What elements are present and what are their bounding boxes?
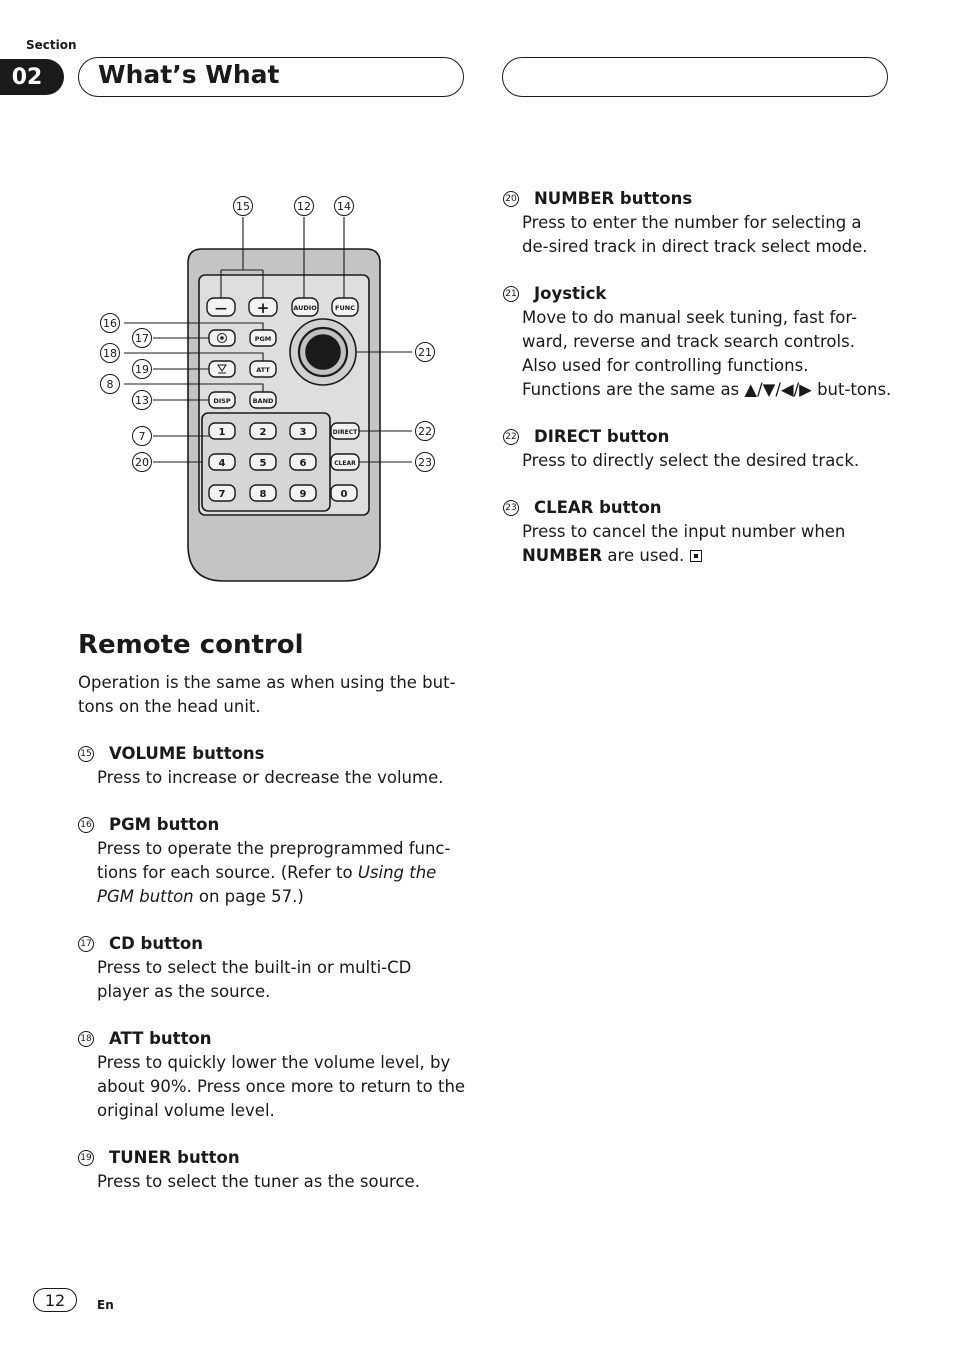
item-number: 15 — [78, 746, 94, 762]
right-column — [503, 187, 893, 591]
item-number: 18 — [78, 1031, 94, 1047]
digit-label: 4 — [218, 458, 226, 469]
tuner-button — [209, 361, 235, 377]
item-description — [522, 306, 893, 402]
att-label: ATT — [256, 366, 270, 374]
disp-label: DISP — [213, 397, 231, 405]
callout-label: 18 — [103, 347, 117, 360]
callout-label: 12 — [297, 200, 311, 213]
section-title: What’s What — [98, 60, 280, 89]
item-number-buttons — [503, 187, 893, 259]
item-description: Press to select the tuner as the source. — [97, 1172, 420, 1191]
intro-text: Operation is the same as when using the but-tons on the head unit. — [78, 673, 456, 716]
item-title: NUMBER buttons — [534, 189, 693, 208]
callout-label: 14 — [337, 200, 351, 213]
digit-label: 9 — [299, 489, 307, 500]
item-title: Joystick — [534, 284, 607, 303]
item-description: Press to select the built-in or multi-CD player as the source. — [97, 958, 412, 1001]
callout-label: 22 — [418, 425, 432, 438]
desc-text: Press to cancel the input number when — [522, 522, 846, 541]
item-clear-button — [503, 496, 893, 568]
callout-label: 23 — [418, 456, 432, 469]
item-title: PGM button — [109, 815, 220, 834]
item-joystick — [503, 282, 893, 402]
callout-label: 20 — [135, 456, 149, 469]
callout-label: 15 — [236, 200, 250, 213]
desc-text: Move to do manual seek tuning, fast for-ward, reverse and track search controls. — [522, 308, 858, 351]
clear-label: CLEAR — [334, 460, 356, 467]
right-header-frame — [502, 57, 888, 97]
digit-label: 1 — [218, 427, 226, 438]
desc-text: on page 57.) — [193, 887, 304, 906]
item-title: ATT button — [109, 1029, 212, 1048]
item-number: 21 — [503, 286, 519, 302]
item-number: 17 — [78, 936, 94, 952]
item-volume-buttons — [78, 742, 468, 790]
desc-text: Functions are the same as ▲/▼/◀/▶ but-tons. — [522, 380, 892, 399]
item-title: TUNER button — [109, 1148, 240, 1167]
digit-label: 6 — [299, 458, 307, 469]
desc-text: Also used for controlling functions. — [522, 356, 809, 375]
item-number: 23 — [503, 500, 519, 516]
remote-control-heading: Remote control — [78, 630, 304, 660]
callout-label: 7 — [138, 430, 146, 443]
desc-text: are used. — [602, 546, 685, 565]
item-number: 16 — [78, 817, 94, 833]
item-description: Press to increase or decrease the volume. — [97, 768, 444, 787]
joystick-knob — [306, 335, 340, 369]
digit-label: 8 — [259, 489, 267, 500]
language-label: En — [97, 1298, 114, 1312]
item-description — [97, 837, 468, 909]
item-title: DIRECT button — [534, 427, 670, 446]
item-title: CD button — [109, 934, 203, 953]
callout-label: 8 — [106, 378, 114, 391]
desc-text: Press to operate the preprogrammed func-tions for each source. (Refer to — [97, 839, 451, 882]
minus-label: — — [215, 301, 227, 315]
callout-label: 16 — [103, 317, 117, 330]
remote-control-illustration — [90, 185, 450, 590]
digit-label: 5 — [259, 458, 267, 469]
digit-label: 0 — [340, 489, 348, 500]
item-tuner-button — [78, 1146, 468, 1194]
callout-label: 13 — [135, 394, 149, 407]
item-description: Press to enter the number for selecting a de-sired track in direct track select mode. — [522, 213, 868, 256]
item-description — [522, 520, 893, 568]
left-column — [78, 630, 468, 1217]
item-number: 20 — [503, 191, 519, 207]
item-number: 19 — [78, 1150, 94, 1166]
digit-label: 7 — [218, 489, 226, 500]
item-direct-button — [503, 425, 893, 473]
callout-label: 21 — [418, 346, 432, 359]
direct-label: DIRECT — [332, 429, 358, 436]
callout-label: 19 — [135, 363, 149, 376]
item-title: CLEAR button — [534, 498, 662, 517]
section-label: Section — [26, 38, 77, 52]
audio-label: AUDIO — [293, 304, 317, 312]
desc-bold: NUMBER — [522, 546, 603, 565]
pgm-label: PGM — [254, 335, 272, 343]
func-label: FUNC — [335, 304, 355, 312]
item-cd-button — [78, 932, 468, 1004]
item-title: VOLUME buttons — [109, 744, 265, 763]
cross-reference: Using the PGM button — [97, 863, 437, 906]
item-number: 22 — [503, 429, 519, 445]
section-number-badge: 02 — [0, 59, 64, 95]
callout-label: 17 — [135, 332, 149, 345]
item-description: Press to quickly lower the volume level, by about 90%. Press once more to return to the original volume level. — [97, 1053, 466, 1120]
item-pgm-button — [78, 813, 468, 909]
digit-label: 3 — [299, 427, 307, 438]
plus-label: + — [256, 299, 270, 317]
item-description: Press to directly select the desired track. — [522, 451, 860, 470]
band-label: BAND — [252, 397, 274, 405]
digit-label: 2 — [259, 427, 267, 438]
item-att-button — [78, 1027, 468, 1123]
page-number: 12 — [33, 1288, 77, 1312]
end-of-section-icon — [690, 550, 702, 562]
